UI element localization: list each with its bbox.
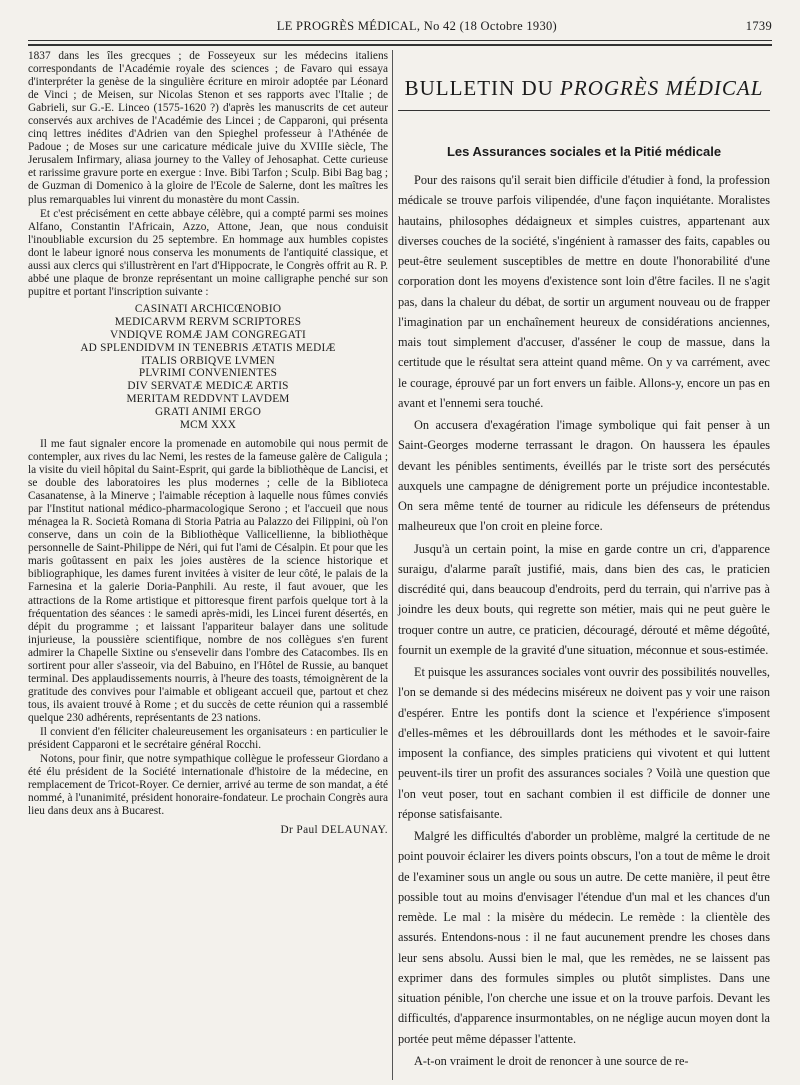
inscription-line: CASINATI ARCHICŒNOBIO — [134, 302, 282, 315]
paragraph: Pour des raisons qu'il serait bien difficile d'étudier à fond, la profession médicale se trouve parfois vilipendée, d'une façon inquiétante. Moralistes hautains, philosophes dédaigneux et simples cuistres, appartenant aux diverses couches de la société, s'ingénient à ramasser des faits, capables ou peut-être seulement susceptibles de mettre en doute l'honorabilité d'une corporation dont les moyens d'existence sont loin d'être faciles. Il ne s'agit pas, dans la chaleur du débat, de sortir un argument nouveau ou de frapper l'imagination par un enchaînement heureux de considérations anciennes, mais tout simplement d'accuser, d'asséner le coup de massue, dans la certitude que le résultat sera atteint quand même. On y va carrément, avec le courage, éprouvé par un fort envers un faible. Allons-y, encore un pas en avant et l'ennemi sera touché. — [398, 173, 770, 410]
bulletin-title-prefix: BULLETIN DU — [404, 76, 554, 100]
paragraph: On accusera d'exagération l'image symbolique qui fait penser à un Saint-Georges moderne terrassant le dragon. On haussera les épaules devant les pénibles sentiments, éveillés par le triste sort des persécutés auxquels une campagne de dénigrement porte un préjudice incontestable. On sera même tenté de tourner au ridicule les défenseurs de prétendus malheureux que l'on croit en pleine force. — [398, 418, 770, 534]
header-rule — [28, 40, 772, 41]
left-column — [28, 50, 388, 1080]
inscription-line: ITALIS ORBIQVE LVMEN — [141, 354, 275, 367]
bulletin-title — [398, 76, 770, 100]
paragraph: Jusqu'à un certain point, la mise en garde contre un cri, d'apparence suraigu, d'alarme paraît justifié, mais, dans bien des cas, le praticien discrédité qui, dans beaucoup d'endroits, perd du terrain, qui n'arrive pas à joindre les deux bouts, qui regrette son métier, mais qui ne peut guère le troquer contre un autre, ce praticien, découragé, dérouté et même dégoûté, fournit un exemple de la gravité d'une situation, méconnue et sous-estimée. — [398, 541, 770, 657]
bulletin-title-journal: PROGRÈS MÉDICAL — [560, 76, 764, 100]
paragraph: Malgré les difficultés d'aborder un problème, malgré la certitude de ne point pouvoir éclairer les divers points obscurs, l'on a tout de même le droit de l'examiner sous un angle ou sous un autre. De cette manière, il peut être possible tout au moins d'envisager l'étendue d'un mal et les chances d'un remède. Le mal : la misère du médecin. Le remède : la clientèle des assurés. Entendons-nous : il ne faut aucunement prendre les choses dans leur sens absolu. Aussi bien le mal, que les remèdes, ne se laissent pas exprimer dans des formules simples ou plutôt simplistes. Dans une situation pénible, l'on cherche une issue et on la trouve parfois. Devant les difficultés, d'apparence insurmontables, on ne néglige aucun moyen dont la portée peut même dépasser l'attente. — [398, 829, 770, 1046]
paragraph: A-t-on vraiment le droit de renoncer à une source de re- — [414, 1053, 689, 1068]
inscription-line: MCM XXX — [179, 419, 237, 432]
inscription-line: AD SPLENDIDVM IN TENEBRIS ÆTATIS MEDIÆ — [80, 341, 336, 354]
paragraph: Et c'est précisément en cette abbaye célèbre, qui a compté parmi ses moines Alfano, Constantin l'Africain, Azzo, Attone, Jean, que nous conduisit l'inoubliable excursion du 25 septembre. En hommage aux humbles copistes dont le labeur ignoré nous conserva les monuments de l'antiquité classique, et aussi aux clercs qui s'illustrèrent en l'art d'Hippocrate, le Congrès offrit au R. P. abbé une plaque de bronze représentant un moine calligraphe penché sur son pupitre et portant l'inscription suivante : — [28, 207, 388, 298]
paragraph: Et puisque les assurances sociales vont ouvrir des possibilités nouvelles, l'on se demande si des médecins miséreux ne doivent pas y voir une raison d'espérer. Entre les pontifs dont la science et l'expérience s'imposent d'elles-mêmes et les débrouillards dont les méthodes et le savoir-faire imposent la confiance, des simples praticiens qui vivotent et qui luttent peuvent-ils tirer un profit des assurances sociales ? Voilà une question que l'on veut poser, tout en sachant combien il est difficile de donner une réponse satisfaisante. — [398, 665, 770, 821]
page-number: 1739 — [745, 18, 772, 33]
column-divider — [392, 50, 393, 1080]
page-header — [28, 14, 772, 38]
header-double-rule — [28, 44, 772, 46]
inscription-line: MEDICARVM RERVM SCRIPTORES — [114, 315, 302, 328]
plaque-inscription — [28, 303, 388, 432]
inscription-line: PLVRIMI CONVENIENTES — [138, 367, 278, 380]
bulletin-rule — [398, 110, 770, 111]
running-title: LE PROGRÈS MÉDICAL, No 42 (18 Octobre 1930) — [276, 18, 558, 33]
paragraph: 1837 dans les îles grecques ; de Fosseyeux sur les médecins italiens correspondants de l'Académie royale des sciences ; de Favaro qui essaya d'interpréter la genèse de la singulière écriture en miroir adoptée par Léonard de Vinci ; de Meisen, sur Nicolas Stenon et ses rapports avec l'Italie ; de Gabrieli, sur G.-E. Linceo (1575-1620 ?) d'après les manuscrits de cet auteur conservés aux archives de l'Académie des Lincei ; de Capparoni, qui présenta cinq lettres inédites d'Adrien van den Spieghel professeur à l'Athénée de Padoue ; de Moses sur une caricature médicale juive du XVIIIe siècle, The Jerusalem Infirmary, aliasa journey to the Valley of Jehosaphat. Cette curieuse et rarissime gravure porte en exergue : Inve. Bibi Tarfon ; Sculp. Bibi Bag bag ; de Guzman di Domenico à la gloire de l'Ecole de Salerne, dont les maîtres les plus remarquables lui vinrent du monastère du mont Cassin. — [28, 50, 388, 206]
article-title: Les Assurances sociales et la Pitié médicale — [446, 144, 722, 159]
inscription-line: DIV SERVATÆ MEDICÆ ARTIS — [127, 380, 289, 393]
paragraph: Notons, pour finir, que notre sympathique collègue le professeur Giordano a été élu président de la Société internationale d'histoire de la médecine, en remplacement de Tricot-Royer. Ce dernier, arrivé au terme de son mandat, a été nommé, à l'unanimité, président honoraire-fondateur. Le prochain Congrès aura lieu dans deux ans à Bucarest. — [28, 753, 388, 818]
inscription-line: MERITAM REDDVNT LAVDEM — [126, 393, 290, 406]
paragraph: Il convient d'en féliciter chaleureusement les organisateurs : en particulier le président Capparoni et le secrétaire général Rocchi. — [28, 725, 388, 752]
author-signature: Dr Paul DELAUNAY. — [280, 824, 388, 837]
inscription-line: VNDIQVE ROMÆ JAM CONGREGATI — [110, 328, 306, 341]
paragraph: Il me faut signaler encore la promenade en automobile qui nous permit de contempler, aux rives du lac Nemi, les restes de la fameuse galère de Caligula ; la visite du vieil hôpital du Saint-Esprit, qui garde la bibliothèque de Lancisi, et se double des laboratoires les plus modernes ; celle de la Biblioteca Casanatense, à la Minerve ; l'aimable réception à laquelle nous fûmes conviés par l'Institut national médico-pharmacologique Serono ; et l'accueil que nous ménagea la R. Società Romana di Storia Patria au Palazzo dei Filippini, où l'on conserve, dans un coin de la Bibliothèque Vallicellienne, la bibliothèque personnelle de Saint-Philippe de Néri, qui fut l'ami de Césalpin. Et pour que les maris goûtassent en paix les joies austères de la science historique et bibliographique, les dames furent invitées à visiter de leur côté, le palais de la Farnesina et la galerie Doria-Panphili. Au reste, il faut avouer, que les attractions de la Rome artistique et pittoresque firent parfois quelque tort à la fréquentation des séances : le samedi après-midi, les Lincei furent désertés, en dépit du programme ; et laissant l'appariteur balayer dans une solitude injurieuse, la poussière scientifique, nombre de nos collègues s'en furent admirer la Chapelle Sixtine ou s'ensevelir dans l'ombre des Catacombes. Ils en sortirent pour aller s'asseoir, via del Babuino, en l'Hôtel de Russie, au banquet terminal. Des applaudissements nourris, à l'heure des toasts, témoignèrent de la gratitude des convives pour l'aimable et obligeant accueil que, partout et chez tous, ils avaient trouvé à Rome ; et du succès de cette réunion qui a rassemblé quelque 230 adhérents, représentants de 23 nations. — [28, 437, 388, 724]
right-column — [398, 50, 770, 1080]
inscription-line: GRATI ANIMI ERGO — [154, 406, 262, 419]
